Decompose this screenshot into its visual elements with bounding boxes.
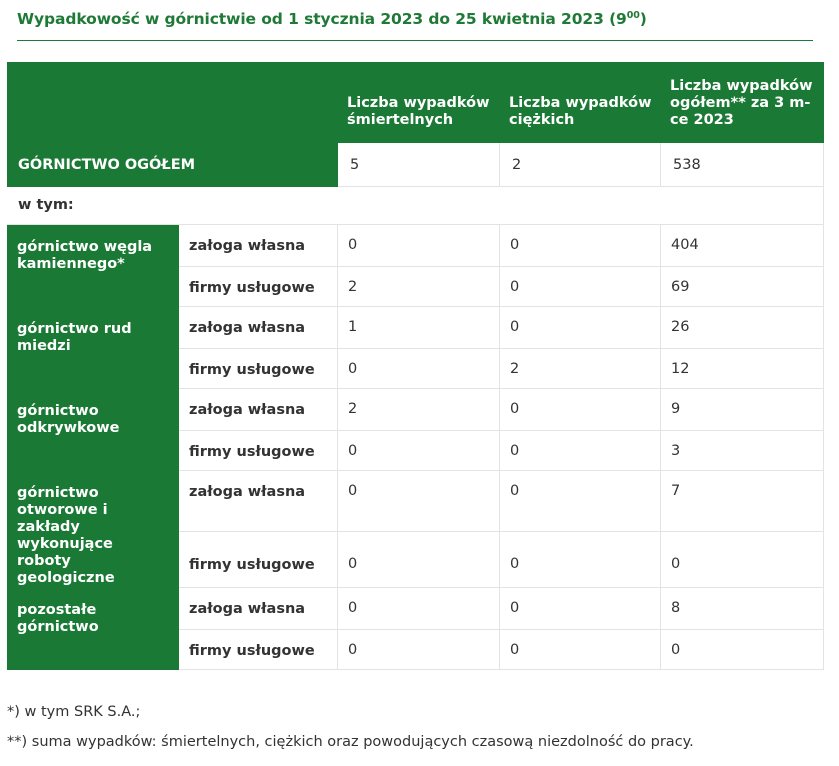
- severe-cell: 0: [500, 431, 661, 471]
- footnote-srk: *) w tym SRK S.A.;: [7, 704, 141, 720]
- subcategory-label: firmy usługowe: [179, 532, 338, 588]
- table-row: [8, 389, 824, 431]
- subcategory-label: załoga własna: [179, 307, 338, 349]
- severe-cell: 0: [500, 588, 661, 630]
- group-label-opencast: górnictwo odkrywkowe: [8, 389, 179, 471]
- group-label-coal: górnictwo węgla kamiennego*: [8, 225, 179, 307]
- group-label-borehole: górnictwo otworowe i zakłady wykonujące roboty geologiczne: [8, 471, 179, 588]
- page-title: Wypadkowość w górnictwie od 1 stycznia 2023 do 25 kwietnia 2023 $(9^{00})$: [17, 10, 647, 28]
- severe-cell: 0: [500, 225, 661, 267]
- total-all: 538: [661, 143, 824, 187]
- severe-cell: 0: [500, 630, 661, 670]
- header-blank-cell: [8, 63, 338, 143]
- total-cell: 3: [661, 431, 824, 471]
- table-row: [8, 225, 824, 267]
- fatal-cell: 1: [338, 307, 500, 349]
- fatal-cell: 2: [338, 267, 500, 307]
- total-severe: 2: [500, 143, 661, 187]
- subcategory-label: załoga własna: [179, 225, 338, 267]
- footnote-sum: **) suma wypadków: śmiertelnych, ciężkich oraz powodujących czasową niezdolność do pracy.: [7, 734, 694, 750]
- col-header-total: Liczba wypadków ogółem** za 3 m-ce 2023: [661, 63, 824, 143]
- breakdown-row: [8, 187, 824, 225]
- table-row: [8, 471, 824, 532]
- total-cell: 404: [661, 225, 824, 267]
- severe-cell: 0: [500, 471, 661, 532]
- fatal-cell: 0: [338, 349, 500, 389]
- group-label-copper: górnictwo rud miedzi: [8, 307, 179, 389]
- fatal-cell: 0: [338, 471, 500, 532]
- table-row: [8, 588, 824, 630]
- total-fatal: 5: [338, 143, 500, 187]
- col-header-severe: Liczba wypadków ciężkich: [500, 63, 661, 143]
- severe-cell: 0: [500, 307, 661, 349]
- fatal-cell: 0: [338, 225, 500, 267]
- total-cell: 0: [661, 532, 824, 588]
- header-row: [8, 63, 824, 143]
- title-divider: [17, 40, 813, 41]
- breakdown-label: w tym:: [8, 187, 824, 225]
- severe-cell: 0: [500, 267, 661, 307]
- subcategory-label: firmy usługowe: [179, 349, 338, 389]
- severe-cell: 0: [500, 389, 661, 431]
- total-cell: 8: [661, 588, 824, 630]
- subcategory-label: załoga własna: [179, 588, 338, 630]
- total-cell: 26: [661, 307, 824, 349]
- total-cell: 9: [661, 389, 824, 431]
- accident-table: [7, 62, 824, 670]
- total-cell: 69: [661, 267, 824, 307]
- subcategory-label: firmy usługowe: [179, 630, 338, 670]
- subcategory-label: załoga własna: [179, 389, 338, 431]
- total-label: GÓRNICTWO OGÓŁEM: [8, 143, 338, 187]
- group-label-other: pozostałe górnictwo: [8, 588, 179, 670]
- fatal-cell: 2: [338, 389, 500, 431]
- fatal-cell: 0: [338, 532, 500, 588]
- total-cell: 7: [661, 471, 824, 532]
- subcategory-label: załoga własna: [179, 471, 338, 532]
- fatal-cell: 0: [338, 431, 500, 471]
- fatal-cell: 0: [338, 588, 500, 630]
- total-row: [8, 143, 824, 187]
- table-row: [8, 307, 824, 349]
- col-header-fatal: Liczba wypadków śmiertelnych: [338, 63, 500, 143]
- fatal-cell: 0: [338, 630, 500, 670]
- total-cell: 12: [661, 349, 824, 389]
- severe-cell: 2: [500, 349, 661, 389]
- severe-cell: 0: [500, 532, 661, 588]
- total-cell: 0: [661, 630, 824, 670]
- subcategory-label: firmy usługowe: [179, 431, 338, 471]
- subcategory-label: firmy usługowe: [179, 267, 338, 307]
